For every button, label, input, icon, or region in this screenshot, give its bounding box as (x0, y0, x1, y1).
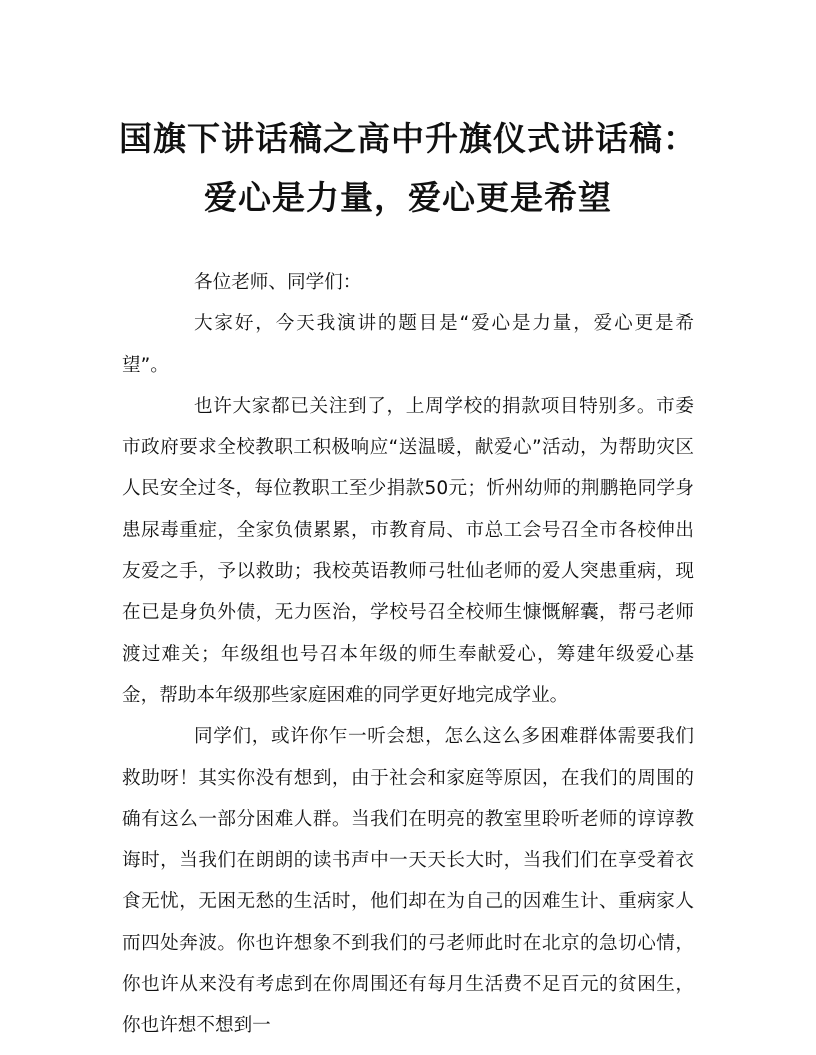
salutation-paragraph: 各位老师、同学们： (194, 272, 362, 293)
document-body (122, 262, 694, 1047)
document-title-line-1: 国旗下讲话稿之高中升旗仪式讲话稿： (119, 119, 697, 158)
body-paragraph: 同学们，或许你乍一听会想，怎么这么多困难群体需要我们救助呀！其实你没有想到，由于社会和家庭等原因，在我们的周围的确有这么一部分困难人群。当我们在明亮的教室里聆听老师的谆谆教诲时，当我们在朗朗的读书声中一天天长大时，当我们们在享受着衣食无忧，无困无愁的生活时，他们却在为自己的因难生计、重病家人而四处奔波。你也许想象不到我们的弓老师此时在北京的急切心情，你也许从来没有考虑到在你周围还有每月生活费不足百元的贫困生，你也许想不想到一 (122, 726, 694, 1037)
document-title-line-2: 爱心是力量，爱心更是希望 (204, 178, 612, 217)
greeting-paragraph: 大家好，今天我演讲的题目是“爱心是力量，爱心更是希望”。 (122, 313, 694, 376)
body-paragraph: 也许大家都已关注到了，上周学校的捐款项目特别多。市委市政府要求全校教职工积极响应“送温暖，献爱心”活动，为帮助灾区人民安全过冬，每位教职工至少捐款50元；忻州幼师的荆鹏艳同学身患尿毒重症，全家负债累累，市教育局、市总工会号召全市各校伸出友爱之手，予以救助；我校英语教师弓牡仙老师的爱人突患重病，现在已是身负外债，无力医治，学校号召全校师生慷慨解囊，帮弓老师渡过难关；年级组也号召本年级的师生奉献爱心，筹建年级爱心基金，帮助本年级那些家庭困难的同学更好地完成学业。 (122, 395, 694, 706)
